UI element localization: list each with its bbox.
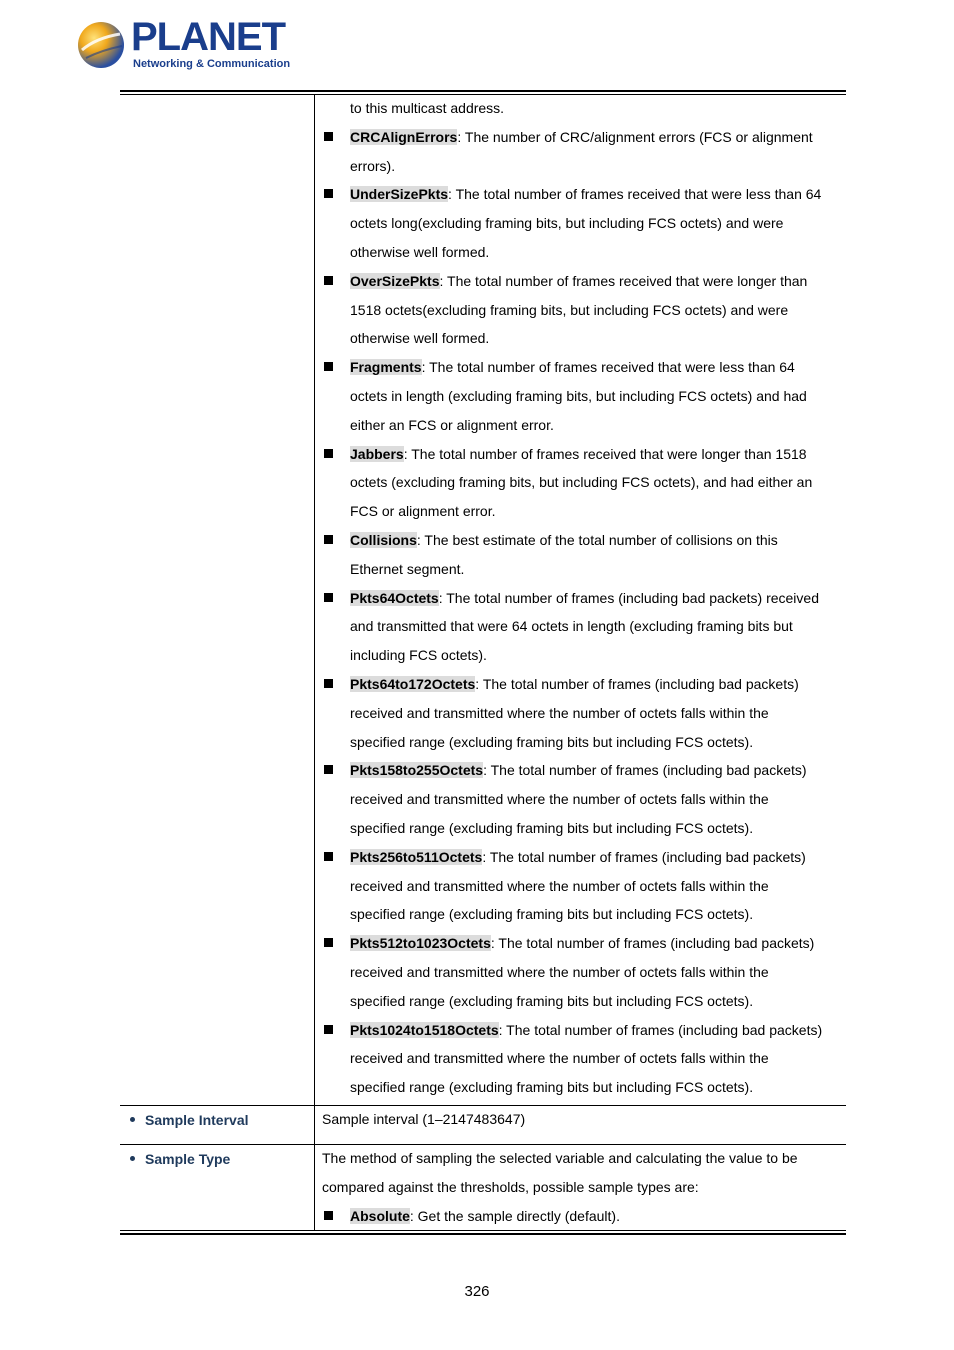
counter-first-line bbox=[350, 756, 842, 785]
square-bullet-icon bbox=[324, 852, 333, 861]
counter-desc: : The total number of frames received that were less than 64 bbox=[421, 359, 795, 376]
counter-term: Jabbers bbox=[350, 445, 404, 462]
counter-term: UnderSizePkts bbox=[350, 186, 449, 203]
counter-desc-line: specified range (excluding framing bits but including FCS octets). bbox=[350, 992, 754, 1009]
counter-first-line bbox=[350, 670, 842, 699]
square-bullet-icon bbox=[324, 679, 333, 688]
counter-first-line bbox=[350, 123, 842, 152]
counter-item bbox=[322, 756, 842, 842]
counter-list bbox=[322, 94, 842, 1102]
counter-first-line bbox=[350, 180, 842, 209]
sample-interval-desc bbox=[322, 1105, 842, 1134]
counter-term: Pkts64to172Octets bbox=[350, 675, 476, 692]
counter-desc-line: specified range (excluding framing bits but including FCS octets). bbox=[350, 733, 754, 750]
counter-desc: : The total number of frames (including bad packets) bbox=[475, 675, 799, 692]
counter-term: CRCAlignErrors bbox=[350, 128, 458, 145]
sample-type-label bbox=[130, 1145, 230, 1173]
brand-tagline: Networking & Communication bbox=[133, 58, 291, 70]
counter-desc-line: and transmitted that were 64 octets in length (excluding framing bits but bbox=[350, 618, 793, 635]
counter-desc: : The total number of frames received that were longer than bbox=[439, 272, 808, 289]
counter-item bbox=[322, 123, 842, 181]
column-divider bbox=[314, 1106, 315, 1145]
counter-desc: : The total number of frames (including bad packets) bbox=[483, 762, 807, 779]
counter-desc-line: octets long(excluding framing bits, but including FCS octets) and were bbox=[350, 215, 784, 232]
counter-desc-line: otherwise well formed. bbox=[350, 243, 490, 260]
square-bullet-icon bbox=[324, 938, 333, 947]
counter-term: Collisions bbox=[350, 531, 417, 548]
square-bullet-icon bbox=[324, 535, 333, 544]
counter-desc: : The number of CRC/alignment errors (FCS or alignment bbox=[457, 128, 813, 145]
counter-first-line bbox=[350, 353, 842, 382]
counter-desc-line: specified range (excluding framing bits but including FCS octets). bbox=[350, 1079, 754, 1096]
counter-item bbox=[322, 584, 842, 670]
counter-desc: : The total number of frames received that were longer than 1518 bbox=[403, 445, 807, 462]
sample-type-label-text: Sample Type bbox=[145, 1151, 231, 1167]
option-term: Absolute bbox=[350, 1207, 410, 1224]
square-bullet-icon bbox=[324, 593, 333, 602]
option-desc: : Get the sample directly (default). bbox=[409, 1207, 620, 1224]
counter-desc: : The total number of frames received that were less than 64 bbox=[448, 186, 822, 203]
counter-desc-line: received and transmitted where the number of octets falls within the bbox=[350, 1050, 769, 1067]
square-bullet-icon bbox=[324, 132, 333, 141]
counter-desc-line: Ethernet segment. bbox=[350, 560, 465, 577]
counter-item bbox=[322, 843, 842, 929]
sample-type-desc-line: The method of sampling the selected variable and calculating the value to be bbox=[322, 1150, 798, 1166]
square-bullet-icon bbox=[324, 1025, 333, 1034]
counter-first-line bbox=[350, 843, 842, 872]
counter-desc: : The total number of frames (including bad packets) bbox=[482, 848, 806, 865]
square-bullet-icon bbox=[324, 362, 333, 371]
bullet-dot-icon bbox=[130, 1156, 135, 1161]
counter-desc-line: received and transmitted where the number of octets falls within the bbox=[350, 791, 769, 808]
counter-desc-line: octets in length (excluding framing bits, but including FCS octets) and had bbox=[350, 387, 807, 404]
counter-item bbox=[322, 180, 842, 266]
counter-item bbox=[322, 670, 842, 756]
counter-desc-line: otherwise well formed. bbox=[350, 330, 490, 347]
table-top-rule bbox=[120, 90, 846, 92]
counter-desc: : The total number of frames (including bad packets) received bbox=[438, 589, 819, 606]
counter-term: Pkts1024to1518Octets bbox=[350, 1021, 499, 1038]
bullet-dot-icon bbox=[130, 1117, 135, 1122]
square-bullet-icon bbox=[324, 189, 333, 198]
counter-item bbox=[322, 440, 842, 526]
counter-desc-line: either an FCS or alignment error. bbox=[350, 416, 554, 433]
counter-item bbox=[322, 353, 842, 439]
brand-name: PLANET bbox=[131, 15, 285, 59]
counter-term: Pkts64Octets bbox=[350, 589, 439, 606]
counter-desc: : The best estimate of the total number of collisions on this bbox=[416, 531, 778, 548]
counter-first-line bbox=[350, 267, 842, 296]
square-bullet-icon bbox=[324, 276, 333, 285]
counter-term: Pkts512to1023Octets bbox=[350, 935, 491, 952]
page-number: 326 bbox=[464, 1283, 490, 1300]
planet-logo bbox=[76, 15, 291, 74]
counter-desc: : The total number of frames (including bad packets) bbox=[490, 935, 815, 952]
table-bottom-rule-inner bbox=[120, 1230, 846, 1231]
counter-desc-line: received and transmitted where the number of octets falls within the bbox=[350, 963, 769, 980]
counter-first-line bbox=[350, 1016, 842, 1045]
counter-first-line bbox=[350, 526, 842, 555]
sample-type-option bbox=[322, 1202, 842, 1231]
sample-interval-desc-text: Sample interval (1–2147483647) bbox=[322, 1111, 526, 1127]
sample-type-desc-line: compared against the thresholds, possible sample types are: bbox=[322, 1178, 699, 1195]
counter-first-line bbox=[350, 584, 842, 613]
counter-desc-line: including FCS octets). bbox=[350, 647, 487, 664]
square-bullet-icon bbox=[324, 765, 333, 774]
counter-desc-line: specified range (excluding framing bits but including FCS octets). bbox=[350, 906, 754, 923]
sample-interval-label bbox=[130, 1106, 249, 1134]
counter-term: OverSizePkts bbox=[350, 272, 440, 289]
counter-desc-line: FCS or alignment error. bbox=[350, 503, 496, 520]
column-divider bbox=[314, 95, 315, 1106]
counter-desc-line: received and transmitted where the number of octets falls within the bbox=[350, 877, 769, 894]
column-divider bbox=[314, 1145, 315, 1230]
counter-item bbox=[322, 929, 842, 1015]
counter-desc: : The total number of frames (including bad packets) bbox=[498, 1021, 823, 1038]
counter-first-line bbox=[350, 440, 842, 469]
counter-item bbox=[322, 267, 842, 353]
table-bottom-rule bbox=[120, 1233, 846, 1235]
globe-icon bbox=[76, 20, 126, 70]
sample-interval-label-text: Sample Interval bbox=[145, 1112, 249, 1128]
square-bullet-icon bbox=[324, 1211, 333, 1220]
counter-desc-line: specified range (excluding framing bits but including FCS octets). bbox=[350, 819, 754, 836]
square-bullet-icon bbox=[324, 449, 333, 458]
counter-term: Pkts256to511Octets bbox=[350, 848, 483, 865]
counter-desc-line: 1518 octets(excluding framing bits, but including FCS octets) and were bbox=[350, 301, 789, 318]
counter-item bbox=[322, 1016, 842, 1102]
counter-term: Pkts158to255Octets bbox=[350, 762, 484, 779]
continuation-text: to this multicast address. bbox=[350, 100, 505, 116]
counter-term: Fragments bbox=[350, 359, 422, 376]
counter-desc-line: octets (excluding framing bits, but including FCS octets), and had either an bbox=[350, 474, 813, 491]
sample-type-desc bbox=[322, 1144, 842, 1230]
counter-desc-line: errors). bbox=[350, 157, 396, 174]
counter-item bbox=[322, 526, 842, 584]
counter-first-line bbox=[350, 929, 842, 958]
counter-desc-line: received and transmitted where the number of octets falls within the bbox=[350, 704, 769, 721]
